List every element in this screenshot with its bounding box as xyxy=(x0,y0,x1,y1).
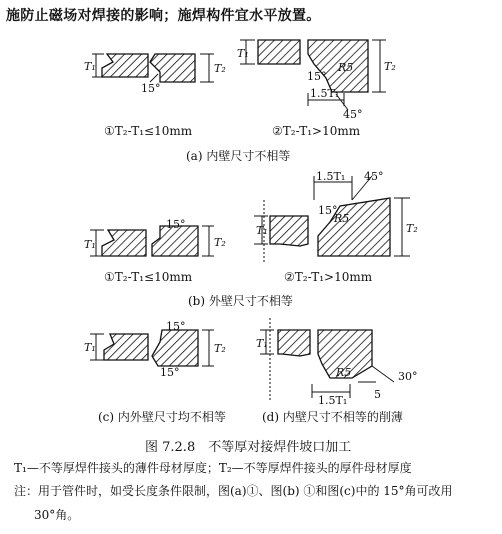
panel-b-caption: (b) 外壁尺寸不相等 xyxy=(188,294,293,308)
d-r5-label: R5 xyxy=(336,366,352,379)
top-heading: 施防止磁场对焊接的影响；施焊构件宜水平放置。 xyxy=(6,8,321,24)
legend-note-line: 注：用于管件时，如受长度条件限制，图(a)①、图(b) ①和图(c)中的 15°角可改用 xyxy=(14,484,453,498)
d-angle30-label: 30° xyxy=(398,370,418,383)
panel-d-caption: (d) 内壁尺寸不相等的削薄 xyxy=(262,410,403,424)
a2-width-label: 1.5T₁ xyxy=(310,87,340,100)
panel-b-case1-label: ①T₂-T₁≤10mm xyxy=(104,270,193,284)
b2-angle15-label: 15° xyxy=(318,204,338,217)
panel-b1-drawing xyxy=(84,218,226,256)
panel-b2-drawing xyxy=(254,170,418,264)
a2-r5-label: R5 xyxy=(338,61,354,74)
panel-c-drawing xyxy=(84,320,226,379)
b2-r5-label: R5 xyxy=(334,212,350,225)
b2-t2-label: T₂ xyxy=(406,222,418,235)
panel-b-case2-label: ②T₂-T₁>10mm xyxy=(284,270,373,284)
c-t1-label: T₁ xyxy=(84,341,96,354)
a1-t1-label: T₁ xyxy=(84,60,96,73)
c-angle-bottom-label: 15° xyxy=(160,366,180,379)
a1-angle-label: 15° xyxy=(141,82,161,95)
b1-t2-label: T₂ xyxy=(214,236,226,249)
b2-width-label: 1.5T₁ xyxy=(316,170,346,183)
a2-t1-label: T₁ xyxy=(237,47,249,60)
b1-t1-label: T₁ xyxy=(84,238,96,251)
legend-note-cont: 30°角。 xyxy=(34,508,80,522)
a2-t2-label: T₂ xyxy=(384,60,396,73)
legend-line-1: T₁—不等厚焊件接头的薄件母材厚度；T₂—不等厚焊件接头的厚件母材厚度 xyxy=(14,461,412,475)
b1-angle-label: 15° xyxy=(166,218,186,231)
d-width-label: 1.5T₁ xyxy=(318,394,348,407)
panel-d-drawing xyxy=(256,318,418,407)
a2-angle45-label: 45° xyxy=(343,108,363,121)
panel-a-case1-label: ①T₂-T₁≤10mm xyxy=(104,124,193,138)
panel-a-case2-label: ②T₂-T₁>10mm xyxy=(272,124,361,138)
d-t1-label: T₁ xyxy=(256,337,268,350)
figure-title: 图 7.2.8 不等厚对接焊件坡口加工 xyxy=(145,440,352,455)
panel-a-caption: (a) 内壁尺寸不相等 xyxy=(186,149,291,163)
b2-angle45-label: 45° xyxy=(364,170,384,183)
panel-a2-drawing xyxy=(237,40,396,121)
c-t2-label: T₂ xyxy=(214,342,226,355)
d-five-label: 5 xyxy=(374,388,381,401)
a2-angle15-label: 15° xyxy=(307,70,327,83)
a1-t2-label: T₂ xyxy=(214,62,226,75)
panel-c-caption: (c) 内外壁尺寸均不相等 xyxy=(98,410,226,424)
b2-t1-label: T₁ xyxy=(256,224,268,237)
c-angle-top-label: 15° xyxy=(166,320,186,333)
panel-a1-drawing xyxy=(84,54,226,95)
